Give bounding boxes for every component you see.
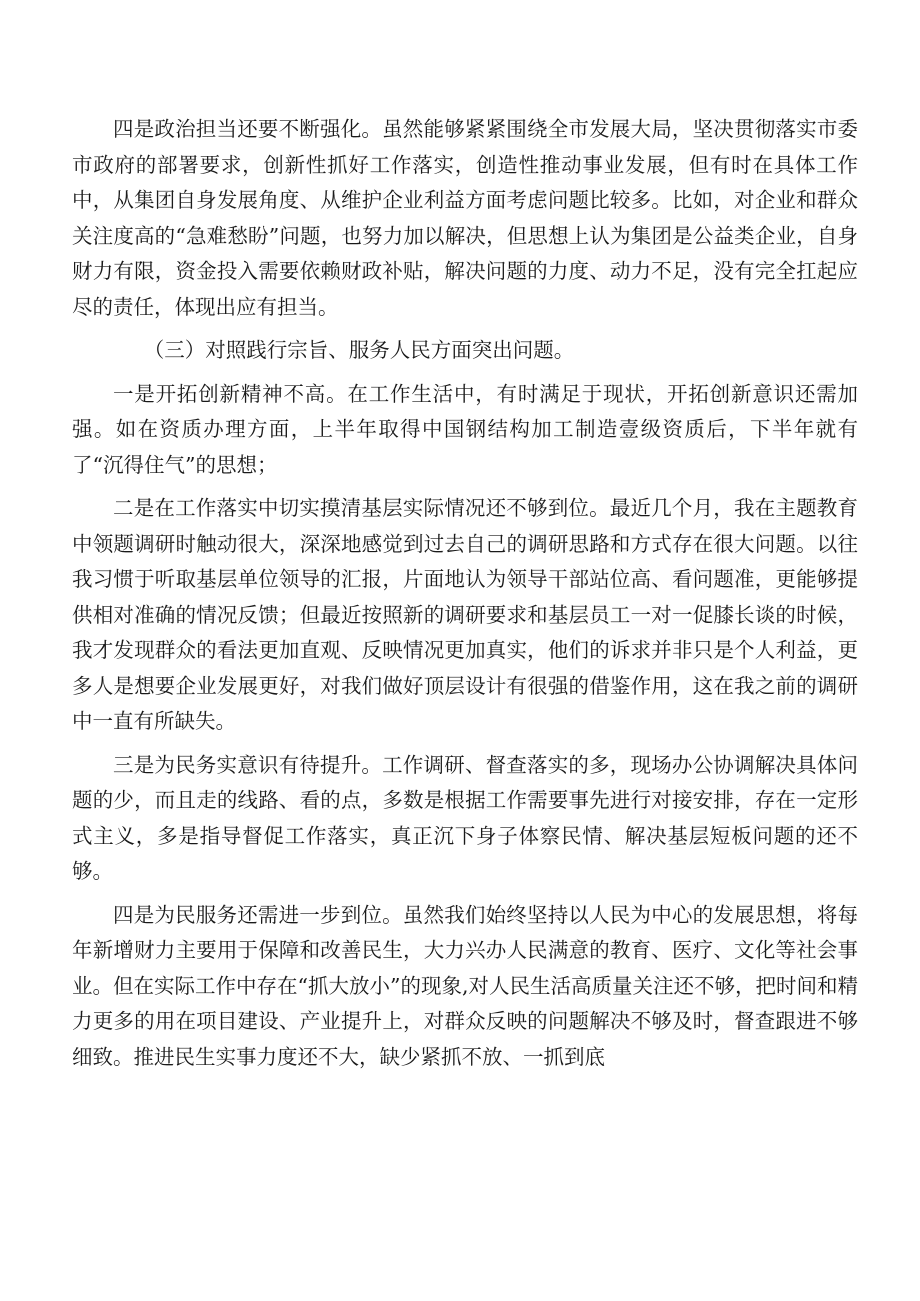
document-body [72, 112, 858, 1083]
section-heading-serve-people: （三）对照践行宗旨、服务人民方面突出问题。 [143, 338, 575, 362]
paragraph-pragmatic-awareness: 三是为民务实意识有待提升。工作调研、督查落实的多，现场办公协调解决具体问题的少，而且走的线路、看的点，多数是根据工作需要事先进行对接安排，存在一定形式主义，多是指导督促工作落实，真正沉下身子体察民情、解决基层短板问题的还不够。 [72, 752, 858, 883]
paragraph-grassroots-research: 二是在工作落实中切实摸清基层实际情况还不够到位。最近几个月，我在主题教育中领题调研时触动很大，深深地感觉到过去自己的调研思路和方式存在很大问题。以往我习惯于听取基层单位领导的汇报，片面地认为领导干部站位高、看问题准，更能够提供相对准确的情况反馈；但最近按照新的调研要求和基层员工一对一促膝长谈的时候，我才发现群众的看法更加直观、反映情况更加真实，他们的诉求并非只是个人利益，更多人是想要企业发展更好，对我们做好顶层设计有很强的借鉴作用，这在我之前的调研中一直有所缺失。 [72, 496, 858, 733]
paragraph-innovation-spirit: 一是开拓创新精神不高。在工作生活中，有时满足于现状，开拓创新意识还需加强。如在资质办理方面，上半年取得中国钢结构加工制造壹级资质后，下半年就有了“沉得住气”的思想； [72, 381, 858, 477]
paragraph-serving-people: 四是为民服务还需进一步到位。虽然我们始终坚持以人民为中心的发展思想，将每年新增财力主要用于保障和改善民生，大力兴办人民满意的教育、医疗、文化等社会事业。但在实际工作中存在“抓大放小”的现象,对人民生活高质量关注还不够，把时间和精力更多的用在项目建设、产业提升上，对群众反映的问题解决不够及时，督查跟进不够细致。推进民生实事力度还不大，缺少紧抓不放、一抓到底 [72, 902, 858, 1069]
paragraph-political-responsibility: 四是政治担当还要不断强化。虽然能够紧紧围绕全市发展大局，坚决贯彻落实市委市政府的部署要求，创新性抓好工作落实，创造性推动事业发展，但有时在具体工作中，从集团自身发展角度、从维护企业利益方面考虑问题比较多。比如，对企业和群众关注度高的“急难愁盼”问题，也努力加以解决，但思想上认为集团是公益类企业，自身财力有限，资金投入需要依赖财政补贴，解决问题的力度、动力不足，没有完全扛起应尽的责任，体现出应有担当。 [72, 117, 858, 319]
